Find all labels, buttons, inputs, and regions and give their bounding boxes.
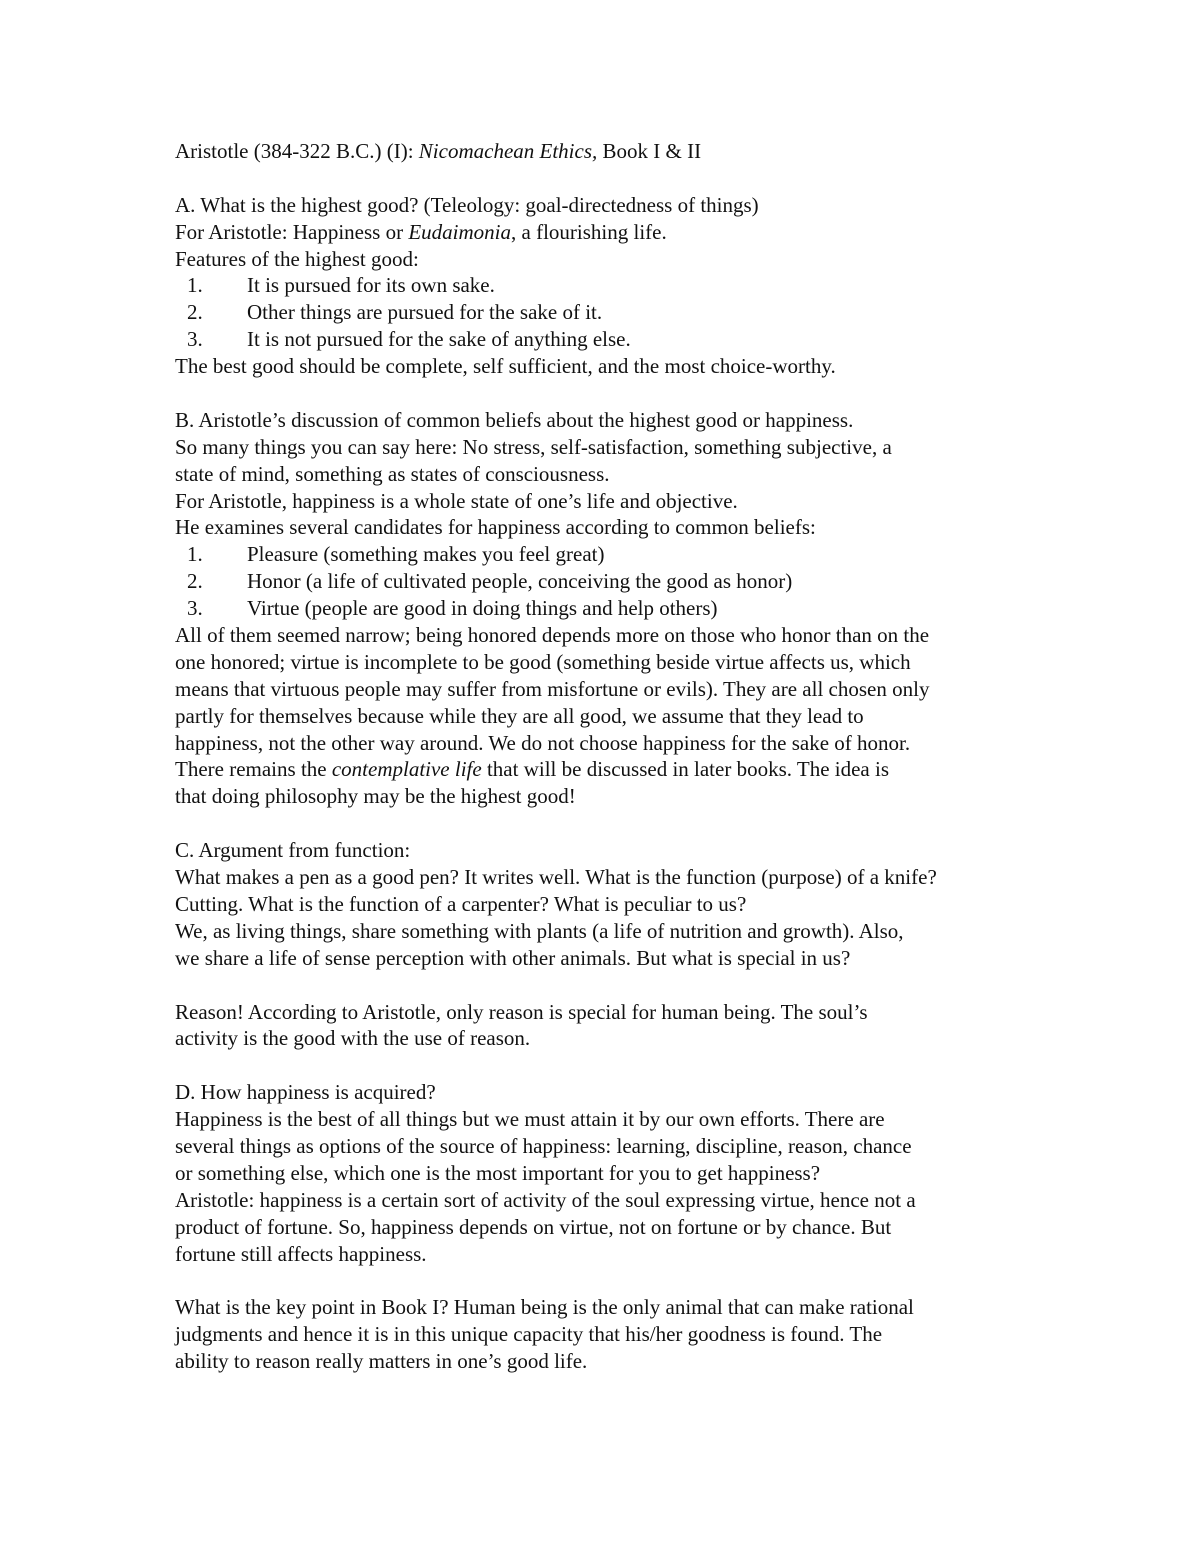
section-d-heading: D. How happiness is acquired? [175,1080,436,1105]
list-item [175,272,1075,299]
section-b-heading: B. Aristotle’s discussion of common beliefs about the highest good or happiness. [175,407,854,432]
paragraph-line: activity is the good with the use of reason. [175,1026,531,1051]
spacer [175,1267,1075,1294]
list-item [175,568,1075,595]
document-title [175,138,1075,165]
key-point-line: judgments and hence it is in this unique capacity that his/her goodness is found. The [175,1322,883,1347]
section-a-heading: A. What is the highest good? (Teleology: goal-directedness of things) [175,192,759,217]
text-span: For Aristotle: Happiness or [175,219,409,244]
list-item [175,595,1075,622]
paragraph-line: we share a life of sense perception with other animals. But what is special in us? [175,945,851,970]
paragraph-line: fortune still affects happiness. [175,1241,427,1266]
key-point-line: What is the key point in Book I? Human being is the only animal that can make rational [175,1295,914,1320]
paragraph-line: What makes a pen as a good pen? It writes well. What is the function (purpose) of a knife? [175,865,937,890]
list-item [175,299,1075,326]
paragraph-line: several things as options of the source of happiness: learning, discipline, reason, chance [175,1133,912,1158]
paragraph-line: or something else, which one is the most important for you to get happiness? [175,1160,821,1185]
paragraph-line: For Aristotle, happiness is a whole state of one’s life and objective. [175,488,738,513]
spacer [175,972,1075,999]
list-item [175,326,1075,353]
title-prefix: Aristotle (384-322 B.C.) (I): [175,139,419,163]
list-number: 2. [187,300,203,325]
paragraph-line: All of them seemed narrow; being honored depends more on those who honor than on the [175,623,930,648]
paragraph-line: Aristotle: happiness is a certain sort of activity of the soul expressing virtue, hence not a [175,1187,916,1212]
paragraph-line: Happiness is the best of all things but we must attain it by our own efforts. There are [175,1107,885,1132]
spacer [175,810,1075,837]
section-a-closing: The best good should be complete, self sufficient, and the most choice-worthy. [175,354,836,379]
paragraph-line: product of fortune. So, happiness depends on virtue, not on fortune or by chance. But [175,1214,892,1239]
list-item [175,541,1075,568]
emphasis: Eudaimonia [408,219,511,244]
paragraph-line: So many things you can say here: No stress, self-satisfaction, something subjective, a [175,434,892,459]
title-work: Nicomachean Ethics, [418,139,598,163]
title-suffix: Book I & II [597,139,702,163]
paragraph-line: He examines several candidates for happiness according to common beliefs: [175,515,816,540]
list-number: 3. [187,327,203,352]
section-c-heading: C. Argument from function: [175,838,411,863]
text-span: that will be discussed in later books. The idea is [481,757,890,782]
list-text: Virtue (people are good in doing things and help others) [247,596,718,621]
list-text: It is pursued for its own sake. [247,273,495,298]
paragraph-line: state of mind, something as states of consciousness. [175,461,610,486]
paragraph-line: means that virtuous people may suffer from misfortune or evils). They are all chosen only [175,676,930,701]
list-number: 1. [187,542,203,567]
features-intro: Features of the highest good: [175,246,419,271]
paragraph-line [175,756,1075,783]
document-page [175,138,1075,1375]
emphasis: contemplative life [331,757,482,782]
list-text: Pleasure (something makes you feel great) [247,542,605,567]
text-span: , a flourishing life. [511,219,667,244]
list-number: 2. [187,569,203,594]
paragraph-line: Reason! According to Aristotle, only reason is special for human being. The soul’s [175,999,868,1024]
paragraph-line: happiness, not the other way around. We do not choose happiness for the sake of honor. [175,730,911,755]
spacer [175,380,1075,407]
list-number: 3. [187,596,203,621]
text-span: There remains the [175,757,332,782]
paragraph-line: Cutting. What is the function of a carpenter? What is peculiar to us? [175,891,747,916]
paragraph-line: We, as living things, share something with plants (a life of nutrition and growth). Also, [175,918,904,943]
list-text: Honor (a life of cultivated people, conceiving the good as honor) [247,569,793,594]
spacer [175,165,1075,192]
list-text: It is not pursued for the sake of anything else. [247,327,631,352]
spacer [175,1052,1075,1079]
section-a-line [175,219,1075,246]
paragraph-line: that doing philosophy may be the highest good! [175,784,576,809]
list-number: 1. [187,273,203,298]
paragraph-line: one honored; virtue is incomplete to be good (something beside virtue affects us, which [175,649,911,674]
list-text: Other things are pursued for the sake of it. [247,300,603,325]
key-point-line: ability to reason really matters in one’s good life. [175,1349,588,1374]
paragraph-line: partly for themselves because while they are all good, we assume that they lead to [175,703,864,728]
